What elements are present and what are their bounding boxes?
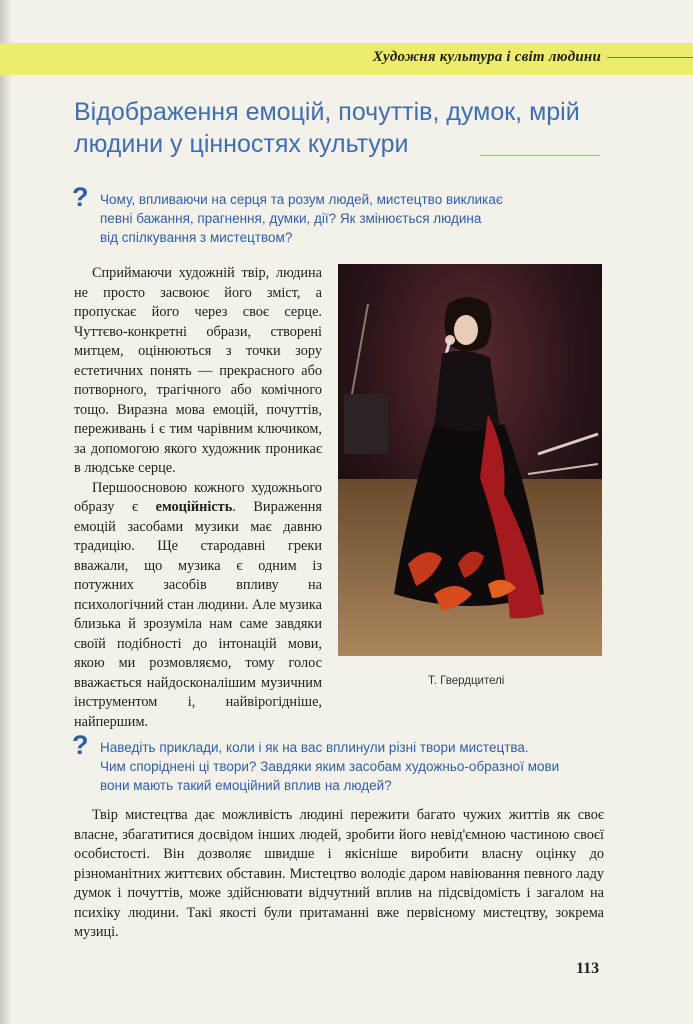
main-text-column	[74, 264, 322, 732]
chapter-title	[74, 96, 614, 160]
header-rule	[607, 57, 693, 58]
paragraph-2-end: . Вираження емоцій засобами музики має давню традицію. Ще стародавні греки вважали, що музика є одним із потужних засобів впливу на психологічний стан людини. Але музика близька й зрозуміла нам саме завдяки своїй подібності до інтонацій мови, якою ми розмовляємо, тому голос вважається найдосконалішим музичним інструментом і, найвірогідніше, найпершим.	[74, 499, 322, 730]
question-1-line-3: від спілкування з мистецтвом?	[100, 230, 293, 245]
singer-photo	[338, 264, 602, 656]
chapter-title-line-1: Відображення емоцій, почуттів, думок, мрій	[74, 98, 580, 126]
question-2-line-2: Чим споріднені ці твори? Завдяки яким засобам художньо-образної мови	[100, 759, 560, 774]
question-mark-icon: ?	[72, 730, 89, 760]
question-block-1	[100, 190, 540, 247]
paragraph-2	[74, 479, 322, 733]
question-block-2	[100, 738, 580, 795]
question-1-line-1: Чому, впливаючи на серця та розум людей, мистецтво викликає	[100, 192, 503, 207]
section-header-band	[0, 43, 693, 75]
paragraph-2-start: Першоосновою кожного художнього образу є	[74, 479, 322, 515]
page-gutter-shadow	[0, 0, 12, 1024]
singer-photo-illustration	[338, 264, 602, 656]
question-2-line-3: вони мають такий емоційний вплив на людей?	[100, 778, 392, 793]
photo-caption: Т. Гвердцителі	[428, 675, 505, 687]
chapter-title-underline	[480, 155, 600, 156]
question-mark-icon: ?	[72, 182, 89, 212]
paragraph-3: Твір мистецтва дає можливість людині пережити багато чужих життів як своє власне, збагатитися досвідом інших людей, зробити його невід'ємною частиною своєї особистості. Він дозволяє швидше і якісніше виробити власну оцінку до різноманітних життєвих обставин. Мистецтво володіє даром навіювання певного ладу думок і почуттів, може здійснювати відчутний вплив на підсвідомість і загалом на психіку людини. Такі якості були притаманні вже первісному мистецтву, зокрема музиці.	[74, 807, 604, 940]
chapter-title-line-2: людини у цінностях культури	[74, 130, 409, 158]
paragraph-2-emphasis: емоційність	[155, 499, 233, 515]
section-title: Художня культура і світ людини	[372, 49, 601, 65]
page-number: 113	[576, 960, 600, 977]
paragraph-1: Сприймаючи художній твір, людина не просто засвоює його зміст, а пропускає його через своє серце. Чуттєво-конкретні образи, створені митцем, оцінюються з точки зору естетичних понять — прекрасного або потворного, трагічного або комічного тощо. Виразна мова емоцій, почуттів, переживань і є тим чарівним ключиком, за допомогою якого художник проникає в людське серце.	[74, 265, 322, 476]
question-1-line-2: певні бажання, прагнення, думки, дії? Як змінюється людина	[100, 211, 482, 226]
question-2-line-1: Наведіть приклади, коли і як на вас вплинули різні твори мистецтва.	[100, 740, 529, 755]
